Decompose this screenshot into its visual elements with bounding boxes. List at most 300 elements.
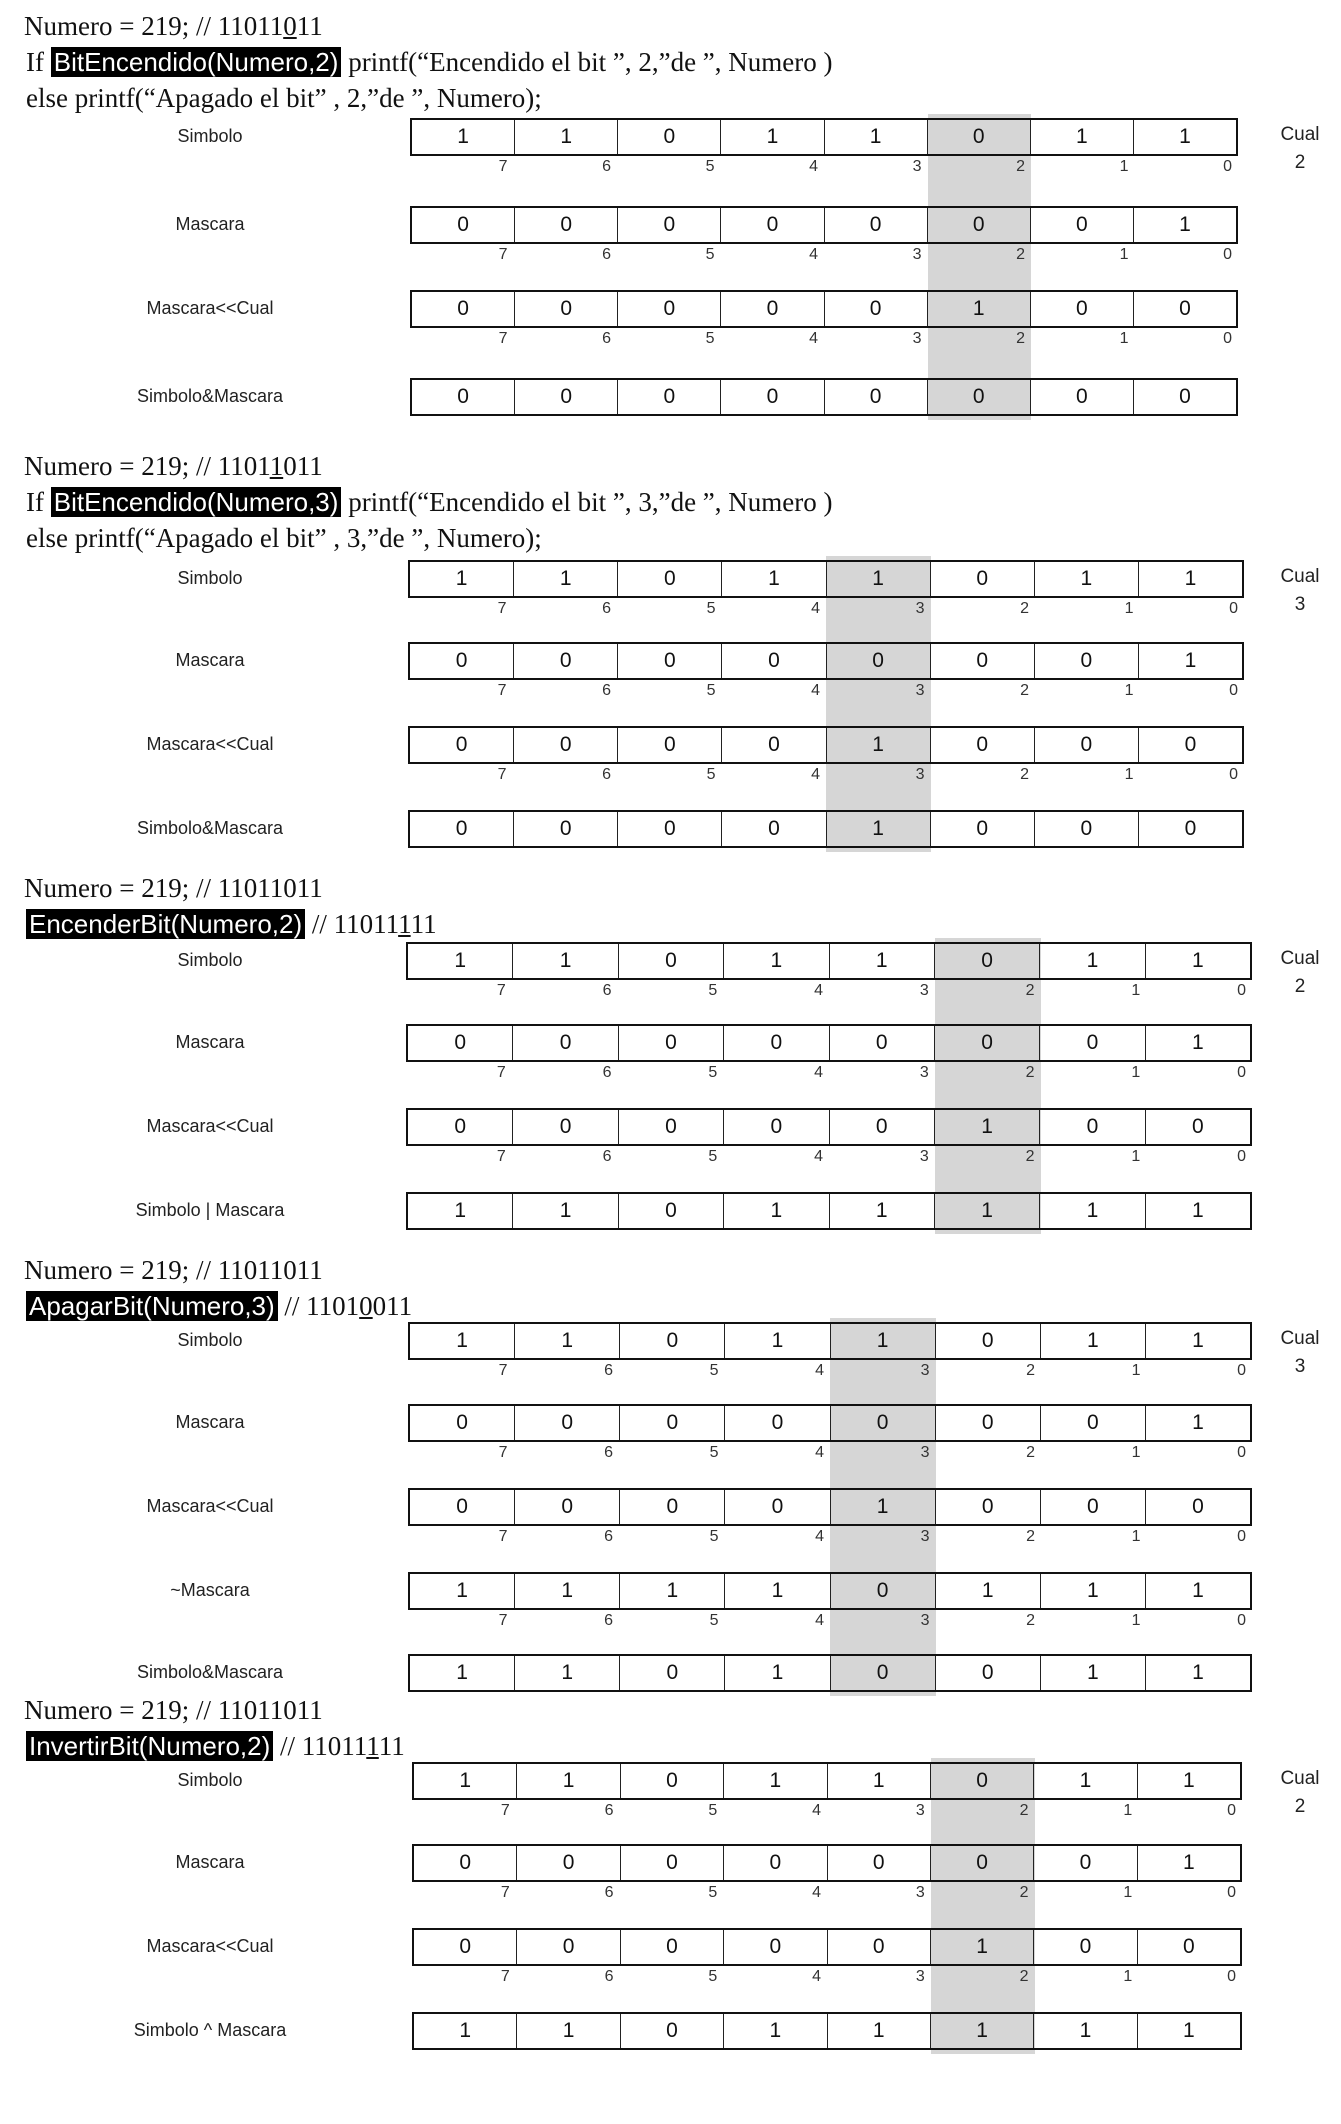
- underlined-bit: 0: [283, 11, 297, 41]
- bit-index: 3: [912, 158, 922, 175]
- underlined-bit: 1: [269, 451, 284, 481]
- bit-cell: 0: [936, 1406, 1041, 1440]
- bit-index: 6: [604, 1528, 613, 1545]
- bit-index: 6: [602, 600, 611, 617]
- bit-index: 2: [1026, 1612, 1035, 1629]
- cual-value: 2: [1294, 1796, 1306, 1817]
- bit-cell: 0: [931, 1846, 1034, 1880]
- bit-cell: 0: [1035, 644, 1139, 678]
- bit-register: [412, 1762, 1242, 1800]
- bit-cell: 0: [827, 644, 931, 678]
- bit-cell: 0: [1179, 385, 1191, 408]
- row-label: Simbolo&Mascara: [136, 386, 284, 406]
- bit-index: 6: [602, 158, 611, 175]
- bit-cell: 0: [1184, 817, 1197, 840]
- bit-index: 5: [708, 1802, 718, 1819]
- bit-index-row: [406, 1148, 1252, 1168]
- bit-index-row: [410, 330, 1238, 350]
- bit-index-row: [408, 1444, 1252, 1464]
- bit-index: 3: [915, 1884, 925, 1901]
- bit-index: 3: [920, 1362, 930, 1379]
- bit-cell: 0: [830, 1110, 935, 1144]
- bit-cell: 0: [1041, 1406, 1146, 1440]
- cual-value: 2: [1294, 976, 1306, 997]
- bit-index: 3: [915, 600, 925, 617]
- bit-cell: 0: [414, 1846, 517, 1880]
- bit-register: [408, 1572, 1252, 1610]
- bit-cell: 1: [1191, 1031, 1204, 1054]
- code-text: 11: [296, 11, 323, 41]
- bit-index: 6: [602, 682, 611, 699]
- bit-cell: 1: [412, 120, 515, 154]
- bit-register: [410, 118, 1238, 156]
- bit-index: 4: [809, 246, 818, 263]
- bit-index: 3: [912, 246, 922, 263]
- bit-cell: 1: [1041, 1324, 1146, 1358]
- row-label: Mascara<<Cual: [146, 1496, 274, 1516]
- bit-index: 3: [919, 1064, 929, 1081]
- bit-cell: 0: [1184, 733, 1197, 756]
- bit-index: 2: [1020, 600, 1029, 617]
- code-text: printf(“Encendido el bit ”, 2,”de ”, Numero ): [341, 47, 833, 77]
- bit-cell: 0: [936, 1656, 1041, 1690]
- bit-index: 0: [1237, 1362, 1246, 1379]
- bit-index: 5: [706, 682, 716, 699]
- bit-cell: 0: [1035, 812, 1139, 846]
- bit-cell: 0: [618, 812, 722, 846]
- bit-index: 5: [705, 158, 715, 175]
- bit-cell: 0: [621, 2014, 724, 2048]
- bit-index: 1: [1131, 1064, 1141, 1081]
- bit-index: 0: [1227, 1802, 1236, 1819]
- code-line: [26, 484, 833, 520]
- bit-index: 7: [500, 1968, 510, 1985]
- bit-cell: 1: [936, 1574, 1041, 1608]
- bit-cell: 0: [1031, 208, 1134, 242]
- bit-cell: 0: [724, 1846, 827, 1880]
- bit-index: 6: [604, 1612, 613, 1629]
- bit-cell: 1: [1191, 1199, 1204, 1222]
- bit-index-row: [408, 600, 1244, 620]
- bit-cell: 1: [828, 2014, 931, 2048]
- bit-index-row: [406, 982, 1252, 1002]
- bit-index: 3: [920, 1612, 930, 1629]
- function-call-highlight: ApagarBit(Numero,3): [26, 1291, 278, 1321]
- bit-cell: 0: [514, 812, 618, 846]
- bit-cell: 0: [618, 292, 721, 326]
- code-line: [24, 1692, 323, 1728]
- bit-cell: 1: [1034, 1764, 1137, 1798]
- bit-cell: 0: [725, 1406, 830, 1440]
- function-call-highlight: BitEncendido(Numero,3): [51, 487, 342, 517]
- code-text: // 11011: [273, 1731, 367, 1761]
- bit-index: 2: [1019, 1802, 1029, 1819]
- bit-index: 5: [708, 1148, 718, 1165]
- bit-index: 0: [1227, 1968, 1236, 1985]
- bit-index: 7: [497, 600, 507, 617]
- bit-index: 5: [708, 1884, 718, 1901]
- code-text: Numero = 219; // 11011: [24, 11, 284, 41]
- bit-cell: 0: [928, 120, 1031, 154]
- bit-cell: 0: [412, 380, 515, 414]
- bit-cell: 0: [620, 1406, 725, 1440]
- bit-cell: 1: [721, 120, 824, 154]
- bit-index: 1: [1123, 1802, 1133, 1819]
- bit-cell: 0: [517, 1846, 620, 1880]
- bit-index: 5: [705, 246, 715, 263]
- bit-index: 0: [1227, 1884, 1236, 1901]
- row-label: Mascara<<Cual: [146, 1116, 274, 1136]
- bit-index: 4: [814, 982, 823, 999]
- bit-register: [406, 1192, 1252, 1230]
- bit-index: 2: [1020, 766, 1029, 783]
- bit-index: 7: [496, 982, 506, 999]
- bit-index: 2: [1025, 982, 1035, 999]
- bit-cell: 1: [1182, 1851, 1195, 1874]
- bit-cell: 0: [408, 1026, 513, 1060]
- bit-cell: 1: [1041, 1656, 1146, 1690]
- bit-index: 7: [498, 1444, 508, 1461]
- bit-cell: 0: [724, 1930, 827, 1964]
- cual-label: Cual: [1280, 566, 1320, 587]
- bit-index: 0: [1223, 246, 1232, 263]
- bit-index: 5: [709, 1444, 719, 1461]
- bit-cell: 0: [725, 1490, 830, 1524]
- bit-index: 3: [919, 982, 929, 999]
- bit-cell: 1: [1182, 2019, 1195, 2042]
- bit-cell: 1: [928, 292, 1031, 326]
- row-label: Simbolo: [177, 950, 243, 970]
- bit-index: 1: [1131, 1612, 1141, 1629]
- row-label: Simbolo: [177, 1330, 243, 1350]
- bit-cell: 1: [722, 562, 826, 596]
- bit-index: 6: [604, 1802, 614, 1819]
- bit-register: [406, 1024, 1252, 1062]
- bit-cell: 0: [1192, 1495, 1204, 1518]
- section-s5: [0, 1684, 1341, 2124]
- bit-index: 0: [1237, 1064, 1246, 1081]
- bit-cell: 1: [1192, 1411, 1204, 1434]
- bit-index: 6: [602, 982, 612, 999]
- cual-label: Cual: [1280, 948, 1320, 969]
- bit-index: 5: [706, 766, 716, 783]
- bit-cell: 0: [936, 1324, 1041, 1358]
- bit-cell: 1: [725, 1324, 830, 1358]
- bit-register: [406, 1108, 1252, 1146]
- bit-cell: 0: [621, 1764, 724, 1798]
- bit-index: 7: [500, 1884, 510, 1901]
- bit-cell: 0: [515, 1406, 620, 1440]
- bit-cell: 1: [408, 944, 513, 978]
- code-text: Numero = 219; // 11011011: [24, 1255, 323, 1285]
- bit-index: 7: [498, 1528, 508, 1545]
- bit-cell: 1: [1040, 944, 1145, 978]
- code-line: [26, 44, 833, 80]
- bit-index-row: [412, 1884, 1242, 1904]
- bit-index: 6: [602, 1064, 612, 1081]
- underlined-bit: 1: [366, 1731, 379, 1761]
- bit-index: 2: [1026, 1362, 1035, 1379]
- bit-cell: 0: [618, 120, 721, 154]
- bit-index: 6: [602, 330, 611, 347]
- bit-index: 6: [602, 1148, 612, 1165]
- bit-register: [412, 1928, 1242, 1966]
- bit-cell: 0: [515, 292, 618, 326]
- bit-cell: 1: [1182, 1769, 1195, 1792]
- cual-value: 2: [1294, 152, 1306, 173]
- bit-cell: 0: [618, 728, 722, 762]
- bit-cell: 1: [724, 944, 829, 978]
- bit-index: 2: [1026, 1444, 1035, 1461]
- bit-index-row: [408, 1362, 1252, 1382]
- row-label: Simbolo&Mascara: [136, 818, 284, 838]
- section-s3: [0, 862, 1341, 1302]
- bit-cell: 0: [620, 1656, 725, 1690]
- code-line: [26, 520, 542, 556]
- bit-cell: 0: [931, 562, 1035, 596]
- bit-index-row: [412, 1968, 1242, 1988]
- bit-index-row: [408, 682, 1244, 702]
- bit-index: 4: [809, 330, 818, 347]
- bit-index: 0: [1237, 1148, 1246, 1165]
- bit-cell: 0: [931, 728, 1035, 762]
- bit-cell: 0: [831, 1574, 936, 1608]
- cual-label: Cual: [1280, 1328, 1320, 1349]
- bit-index: 6: [602, 246, 611, 263]
- bit-index: 3: [920, 1528, 930, 1545]
- bit-cell: 1: [830, 1194, 935, 1228]
- bit-index: 6: [604, 1884, 614, 1901]
- bit-cell: 0: [936, 1490, 1041, 1524]
- bit-index: 0: [1229, 766, 1238, 783]
- bit-cell: 1: [827, 728, 931, 762]
- bit-cell: 1: [517, 1764, 620, 1798]
- bit-index: 0: [1223, 158, 1232, 175]
- function-call-highlight: InvertirBit(Numero,2): [26, 1731, 273, 1761]
- section-s1: [0, 0, 1341, 440]
- cual-value: 3: [1294, 594, 1306, 615]
- code-text: If: [26, 47, 51, 77]
- bit-cell: 0: [724, 1110, 829, 1144]
- bit-cell: 0: [410, 1490, 515, 1524]
- bit-cell: 1: [825, 120, 928, 154]
- bit-index: 3: [915, 1802, 925, 1819]
- bit-index: 2: [1025, 1064, 1035, 1081]
- bit-cell: 0: [620, 1490, 725, 1524]
- bit-cell: 1: [410, 562, 514, 596]
- bit-cell: 1: [414, 2014, 517, 2048]
- bit-index: 4: [811, 766, 820, 783]
- bit-cell: 0: [1179, 297, 1191, 320]
- bit-cell: 0: [831, 1656, 936, 1690]
- bit-cell: 1: [515, 1324, 620, 1358]
- bit-cell: 0: [722, 812, 826, 846]
- bit-index: 1: [1123, 1884, 1133, 1901]
- bit-index: 1: [1131, 1148, 1141, 1165]
- bit-index: 0: [1223, 330, 1232, 347]
- bit-cell: 1: [1192, 1661, 1204, 1684]
- bit-index: 6: [604, 1968, 614, 1985]
- code-line: [24, 448, 323, 484]
- bit-index: 3: [912, 330, 922, 347]
- bit-cell: 0: [825, 292, 928, 326]
- bit-cell: 1: [1179, 213, 1191, 236]
- code-text: If: [26, 487, 51, 517]
- bit-cell: 1: [828, 1764, 931, 1798]
- underlined-bit: 0: [359, 1291, 373, 1321]
- section-s2: [0, 440, 1341, 880]
- bit-index: 4: [812, 1802, 821, 1819]
- bit-cell: 1: [514, 562, 618, 596]
- cual-label: Cual: [1280, 1768, 1320, 1789]
- bit-cell: 1: [724, 2014, 827, 2048]
- bit-index: 0: [1229, 682, 1238, 699]
- bit-index: 6: [604, 1362, 613, 1379]
- code-text: 011: [283, 451, 323, 481]
- bit-cell: 1: [931, 1930, 1034, 1964]
- bit-cell: 1: [724, 1764, 827, 1798]
- bit-index-row: [410, 246, 1238, 266]
- bit-register: [408, 726, 1244, 764]
- row-label: Simbolo&Mascara: [136, 1662, 284, 1682]
- bit-cell: 1: [1040, 1194, 1145, 1228]
- bit-cell: 1: [1034, 2014, 1137, 2048]
- bit-cell: 1: [830, 944, 935, 978]
- bit-index: 4: [814, 1064, 823, 1081]
- bit-cell: 0: [825, 208, 928, 242]
- bit-index: 5: [705, 330, 715, 347]
- section-s4: [0, 1244, 1341, 1684]
- bit-index: 4: [814, 1148, 823, 1165]
- bit-cell: 1: [725, 1656, 830, 1690]
- bit-index-row: [408, 1528, 1252, 1548]
- bit-cell: 1: [513, 1194, 618, 1228]
- code-text: // 1101: [277, 1291, 360, 1321]
- row-label: Mascara: [175, 650, 245, 670]
- bit-cell: 0: [724, 1026, 829, 1060]
- bit-cell: 1: [620, 1574, 725, 1608]
- bit-index: 3: [915, 1968, 925, 1985]
- bit-register: [410, 290, 1238, 328]
- bit-index: 0: [1237, 1444, 1246, 1461]
- bit-index: 4: [811, 682, 820, 699]
- bit-cell: 1: [1184, 649, 1197, 672]
- bit-index: 7: [496, 1148, 506, 1165]
- bit-register: [408, 560, 1244, 598]
- row-label: Mascara: [175, 1412, 245, 1432]
- bit-index: 2: [1016, 158, 1025, 175]
- cual-value: 3: [1294, 1356, 1306, 1377]
- bit-cell: 1: [1031, 120, 1134, 154]
- code-text: printf(“Encendido el bit ”, 3,”de ”, Numero ): [341, 487, 833, 517]
- bit-cell: 1: [517, 2014, 620, 2048]
- bit-cell: 1: [935, 1194, 1040, 1228]
- bit-cell: 0: [514, 728, 618, 762]
- bit-register: [408, 1322, 1252, 1360]
- bit-cell: 0: [1031, 292, 1134, 326]
- bit-index: 5: [708, 1968, 718, 1985]
- bit-index: 3: [920, 1444, 930, 1461]
- function-call-highlight: BitEncendido(Numero,2): [51, 47, 342, 77]
- bit-cell: 0: [721, 292, 824, 326]
- bit-index: 1: [1119, 158, 1129, 175]
- bit-cell: 0: [828, 1846, 931, 1880]
- bit-index: 6: [602, 766, 611, 783]
- bit-cell: 1: [410, 1574, 515, 1608]
- bit-index: 4: [815, 1612, 824, 1629]
- bit-index: 1: [1131, 1362, 1141, 1379]
- row-label: Simbolo: [177, 1770, 243, 1790]
- row-label: Mascara<<Cual: [146, 1936, 274, 1956]
- bit-index: 7: [497, 766, 507, 783]
- bit-index: 1: [1131, 1444, 1141, 1461]
- bit-cell: 0: [412, 208, 515, 242]
- bit-cell: 1: [1192, 1329, 1204, 1352]
- bit-index: 7: [500, 1802, 510, 1819]
- bit-index: 5: [706, 600, 716, 617]
- code-text: Numero = 219; // 11011011: [24, 1695, 323, 1725]
- bit-index: 7: [498, 246, 508, 263]
- bit-index: 6: [604, 1444, 613, 1461]
- code-text: Numero = 219; // 1101: [24, 451, 270, 481]
- bit-index: 1: [1119, 330, 1129, 347]
- bit-cell: 0: [721, 380, 824, 414]
- bit-index: 4: [812, 1968, 821, 1985]
- bit-index: 4: [811, 600, 820, 617]
- bit-index: 2: [1019, 1968, 1029, 1985]
- code-text: else printf(“Apagado el bit” , 3,”de ”, Numero);: [26, 523, 542, 553]
- bit-index: 5: [708, 1064, 718, 1081]
- bit-cell: 0: [1034, 1930, 1137, 1964]
- bit-index: 4: [815, 1444, 824, 1461]
- bit-cell: 0: [618, 208, 721, 242]
- bit-cell: 0: [618, 644, 722, 678]
- bit-register: [412, 1844, 1242, 1882]
- code-line: [24, 870, 323, 906]
- code-text: 11: [378, 1731, 405, 1761]
- bit-cell: 0: [513, 1110, 618, 1144]
- code-line: [26, 1728, 405, 1764]
- bit-cell: 1: [1192, 1579, 1204, 1602]
- bit-cell: 0: [928, 380, 1031, 414]
- bit-index: 3: [915, 682, 925, 699]
- bit-cell: 0: [515, 1490, 620, 1524]
- bit-index: 0: [1229, 600, 1238, 617]
- bit-index: 1: [1123, 1968, 1133, 1985]
- bit-register: [412, 2012, 1242, 2050]
- bit-index: 0: [1237, 982, 1246, 999]
- bit-cell: 0: [931, 812, 1035, 846]
- bit-cell: 0: [619, 1194, 724, 1228]
- bit-cell: 0: [619, 1110, 724, 1144]
- bit-cell: 0: [414, 1930, 517, 1964]
- code-line: [24, 1252, 323, 1288]
- bit-cell: 1: [515, 1656, 620, 1690]
- code-line: [26, 906, 437, 942]
- bit-register: [410, 378, 1238, 416]
- bit-index: 5: [709, 1362, 719, 1379]
- bit-cell: 0: [621, 1930, 724, 1964]
- cual-label: Cual: [1280, 124, 1320, 145]
- bit-cell: 0: [514, 644, 618, 678]
- row-label: Mascara<<Cual: [146, 734, 274, 754]
- bit-register: [406, 942, 1252, 980]
- bit-index: 0: [1237, 1528, 1246, 1545]
- bit-index: 7: [497, 682, 507, 699]
- row-label: Mascara: [175, 1032, 245, 1052]
- bit-index: 1: [1131, 1528, 1141, 1545]
- bit-index-row: [410, 158, 1238, 178]
